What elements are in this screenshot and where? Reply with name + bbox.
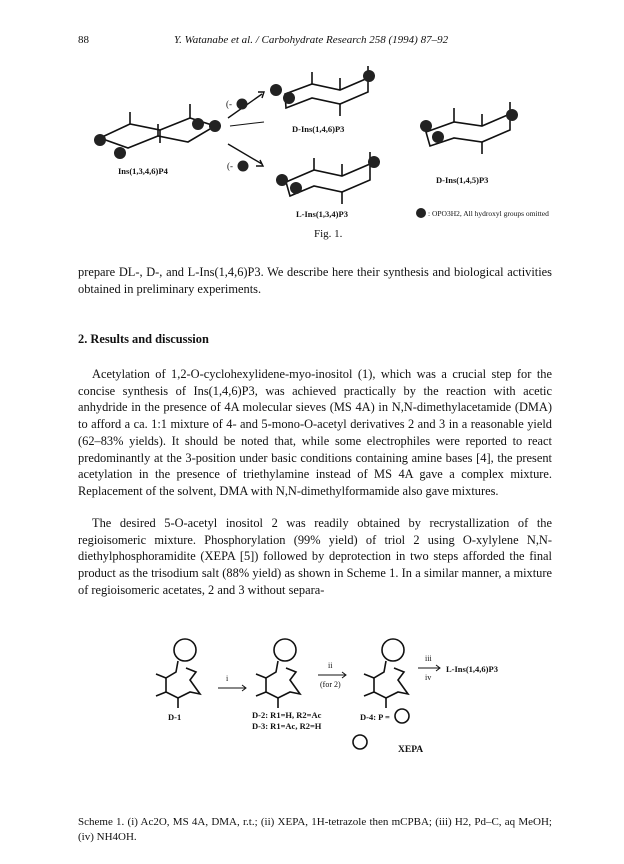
label-d-ins-146p3: D-Ins(1,4,6)P3	[292, 124, 345, 134]
chair-top	[270, 66, 375, 116]
page-number: 88	[78, 34, 89, 46]
paragraph-acetylation: Acetylation of 1,2-O-cyclohexylidene-myo-inositol (1), which was a crucial step for the concise synthesis of Ins(1,4,6)P3, was achieved practically by the reaction with acetic anhydride in the presence of 4A molecular sieves (MS 4A) in N,N-dimethylacetamide (DMA) to afford a ca. 1:1 mixture of 4- and 5-mono-O-acetyl derivatives 2 and 3 in a reasonable yield (62–83% yields). It should be noted that, while some electrophiles were reported to react predominantly at the 3-position under basic conditions containing amine bases [4], the present acetylation in the presence of triethylamine instead of MS 4A gave a complex mixture. Replacement of the solvent, DMA with N,N-dimethylformamide also gave mixtures.	[78, 367, 552, 498]
running-title: Y. Watanabe et al. / Carbohydrate Research 258 (1994) 87–92	[174, 34, 449, 46]
compound-d1-label: D-1	[168, 712, 182, 722]
step-i: i	[226, 674, 229, 683]
step-iii: iii	[425, 654, 432, 663]
arrow-label-top: (-	[226, 99, 232, 109]
scheme-1-caption: Scheme 1. (i) Ac2O, MS 4A, DMA, r.t.; (ii) XEPA, 1H-tetrazole then mCPBA; (iii) H2, Pd–C, aq MeOH; (iv) NH4OH.	[78, 816, 552, 843]
scheme-structure-1	[156, 639, 200, 708]
compound-d4-label: D-4: P =	[360, 712, 390, 722]
legend-ball-icon	[416, 208, 426, 218]
figure-legend: : OPO3H2, All hydroxyl groups omitted	[428, 209, 549, 218]
chair-left	[94, 104, 221, 159]
label-l-ins-134p3: L-Ins(1,3,4)P3	[296, 209, 348, 219]
scheme-product: L-Ins(1,4,6)P3	[446, 664, 498, 674]
xepa-label: XEPA	[398, 745, 424, 755]
figure-1-caption: Fig. 1.	[314, 228, 343, 240]
chair-right	[420, 102, 518, 154]
label-ins-1346p4: Ins(1,3,4,6)P4	[118, 166, 168, 176]
paragraph-intro: prepare DL-, D-, and L-Ins(1,4,6)P3. We describe here their synthesis and biological activities obtained in preliminary experiments.	[78, 265, 552, 296]
for-2-note: (for 2)	[320, 680, 341, 689]
paragraph-phosphorylation: The desired 5-O-acetyl inositol 2 was readily obtained by recrystallization of the regioisomeric mixture. Phosphorylation (99% yield) of triol 2 using O-xylylene N,N-diethylphosphoramidite (XEPA [5]) followed by deprotection in two steps afforded the final product as the trisodium salt (88% yield) as shown in Scheme 1. In a similar manner, a mixture of regioisomeric acetates, 2 and 3 without separa-	[78, 516, 552, 597]
compound-d2-label: D-2: R1=H, R2=Ac	[252, 710, 322, 720]
scheme-structure-4	[364, 639, 408, 708]
scheme-structure-2	[256, 639, 300, 708]
chair-bottom	[276, 152, 380, 204]
section-heading: 2. Results and discussion	[78, 332, 209, 346]
step-ii: ii	[328, 661, 333, 670]
reaction-arrows	[228, 92, 264, 172]
compound-d3-label: D-3: R1=Ac, R2=H	[252, 721, 322, 731]
label-d-ins-145p3: D-Ins(1,4,5)P3	[436, 175, 489, 185]
arrow-label-bottom: (-	[227, 161, 233, 171]
step-iv: iv	[425, 673, 432, 682]
